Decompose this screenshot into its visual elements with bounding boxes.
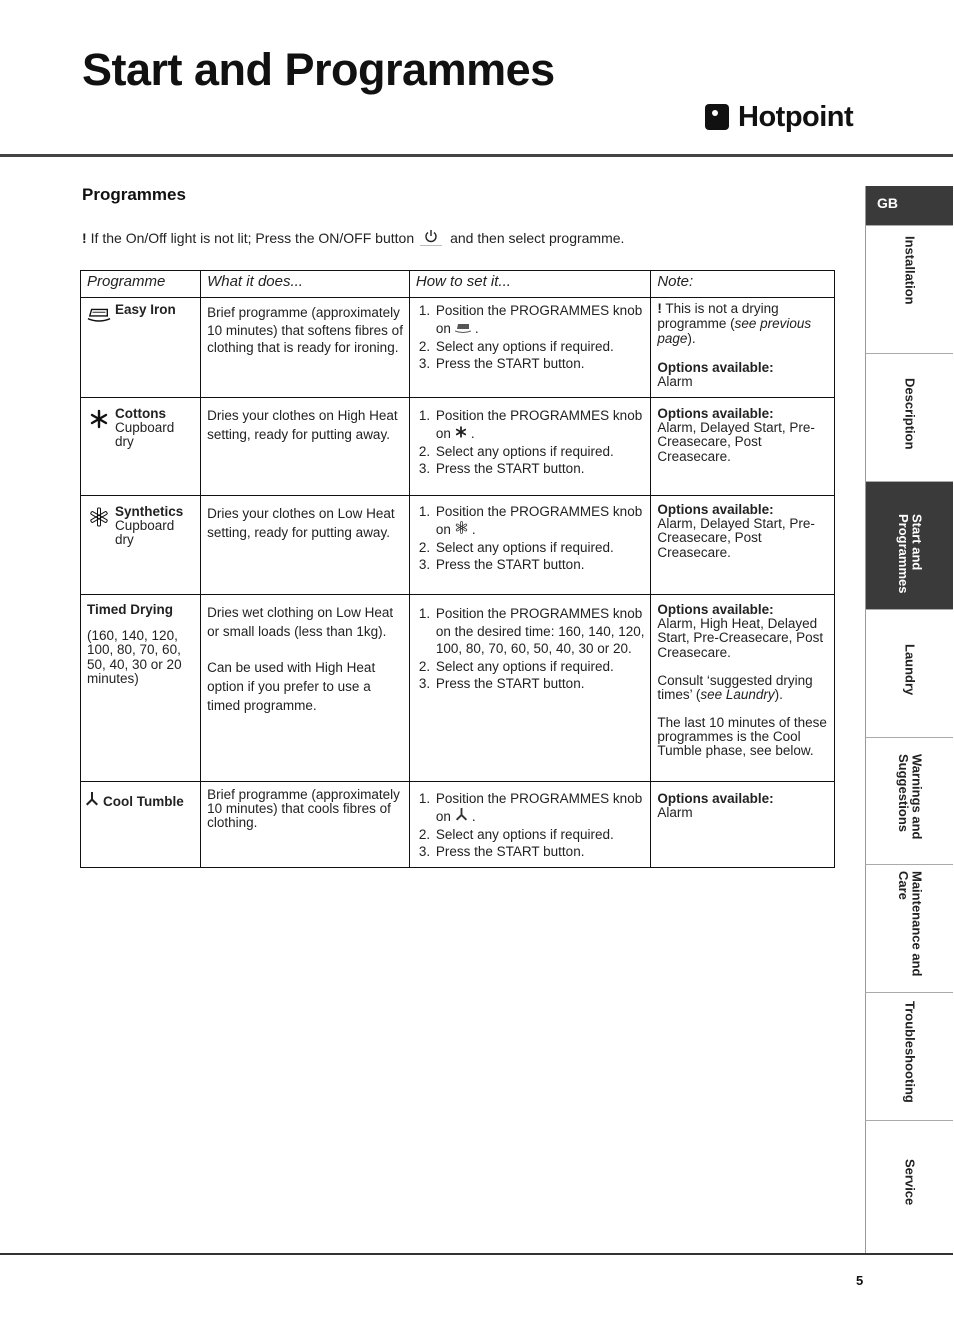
options-title: Options available:: [657, 791, 774, 806]
section-heading: Programmes: [82, 185, 186, 204]
options-title: Options available:: [657, 602, 774, 617]
step-item: 2. Select any options if required.: [434, 826, 646, 844]
note-cell: [651, 496, 835, 595]
programme-cell: [81, 298, 201, 398]
how-cell: [409, 782, 650, 868]
note-cell: [651, 595, 835, 782]
how-cell: [409, 496, 650, 595]
how-cell: [409, 298, 650, 398]
step-item: 1. Position the PROGRAMMES knob on .: [434, 407, 646, 443]
table-header-row: [81, 271, 835, 298]
table-row: [81, 496, 835, 595]
step-item: 1. Position the PROGRAMMES knob on .: [434, 790, 646, 826]
step-item: 3. Press the START button.: [434, 460, 646, 478]
col-header-how: How to set it...: [409, 271, 650, 298]
time-options: (160, 140, 120, 100, 80, 70, 60, 50, 40, 30 or 20 minutes): [87, 628, 182, 686]
fan-icon: [455, 808, 468, 826]
power-icon: [420, 229, 442, 246]
onoff-notice: [82, 229, 624, 246]
programme-cell: [81, 782, 201, 868]
tab-warnings-and-suggestions[interactable]: Warnings and Suggestions: [865, 738, 953, 865]
col-header-programme: Programme: [81, 271, 201, 298]
programme-cell: [81, 496, 201, 595]
page-number: 5: [856, 1273, 864, 1288]
options-title: Options available:: [657, 359, 774, 375]
note-cell: [651, 298, 835, 398]
fan-icon: [85, 792, 99, 811]
programme-name: Timed Drying: [87, 602, 174, 617]
what-text: Dries wet clothing on Low Heat or small loads (less than 1kg).: [207, 605, 394, 639]
high-heat-icon: [455, 425, 467, 443]
consult-note: Consult ‘suggested drying times’ (see Laundry).: [657, 672, 813, 702]
step-item: 2. Select any options if required.: [434, 539, 646, 557]
note-cell: [651, 398, 835, 496]
programme-name: Easy Iron: [115, 302, 176, 317]
tab-service[interactable]: Service: [865, 1121, 953, 1253]
what-cell: [201, 496, 410, 595]
options-title: Options available:: [657, 406, 774, 421]
step-item: 3. Press the START button.: [434, 675, 646, 693]
tab-installation[interactable]: Installation: [865, 226, 953, 354]
what-text: Brief programme (approximately 10 minutes) that softens fibres of clothing that is ready for ironing.: [207, 305, 403, 356]
step-item: 1. Position the PROGRAMMES knob on .: [434, 302, 646, 338]
warning-mark: !: [82, 229, 87, 246]
programme-name: Cool Tumble: [103, 793, 184, 809]
options-list: Alarm, High Heat, Delayed Start, Pre-Creasecare, Post Creasecare.: [657, 616, 824, 660]
step-item: 3. Press the START button.: [434, 355, 646, 373]
programme-subname: Cupboard dry: [115, 518, 175, 548]
step-item: 2. Select any options if required.: [434, 658, 646, 676]
tab-start-and-programmes[interactable]: Start and Programmes: [865, 482, 953, 610]
tab-troubleshooting[interactable]: Troubleshooting: [865, 993, 953, 1121]
tab-laundry[interactable]: Laundry: [865, 610, 953, 738]
high-heat-icon: [87, 407, 111, 429]
what-text: Brief programme (approximately 10 minutes) that cools fibres of clothing.: [207, 787, 400, 831]
tab-gb[interactable]: GB: [865, 186, 953, 226]
what-cell: [201, 398, 410, 496]
how-cell: [409, 595, 650, 782]
iron-icon: [87, 303, 111, 325]
options-list: Alarm, Delayed Start, Pre-Creasecare, Post Creasecare.: [657, 420, 815, 464]
hotpoint-logo-icon: [705, 104, 729, 130]
programme-cell: [81, 595, 201, 782]
header-divider: [0, 154, 953, 157]
tab-description[interactable]: Description: [865, 354, 953, 482]
step-item: 3. Press the START button.: [434, 843, 646, 861]
table-row: [81, 398, 835, 496]
table-row: [81, 782, 835, 868]
what-cell: [201, 595, 410, 782]
footer-divider: [0, 1253, 953, 1255]
low-heat-icon: [87, 505, 111, 527]
iron-icon: [455, 320, 471, 338]
options-title: Options available:: [657, 502, 774, 517]
what-text: Dries your clothes on High Heat setting, ready for putting away.: [207, 408, 398, 442]
options-list: Alarm, Delayed Start, Pre-Creasecare, Post Creasecare.: [657, 516, 815, 560]
col-header-what: What it does...: [201, 271, 410, 298]
tab-maintenance-and-care[interactable]: Maintenance and Care: [865, 865, 953, 993]
table-row: [81, 595, 835, 782]
low-heat-icon: [455, 521, 468, 539]
page-title: Start and Programmes: [82, 44, 555, 95]
how-cell: [409, 398, 650, 496]
what-text-2: Can be used with High Heat option if you prefer to use a timed programme.: [207, 659, 376, 713]
brand-name: Hotpoint: [738, 100, 854, 133]
drying-warning: ! This is not a drying programme (see previous page).: [657, 301, 812, 346]
table-row: [81, 298, 835, 398]
options-list: Alarm: [657, 805, 693, 821]
step-item: 2. Select any options if required.: [434, 443, 646, 461]
what-cell: [201, 298, 410, 398]
options-list: Alarm: [657, 374, 693, 390]
notice-text-before: If the On/Off light is not lit; Press the ON/OFF button: [90, 229, 415, 246]
cool-tumble-note: The last 10 minutes of these programmes is the Cool Tumble phase, see below.: [657, 715, 827, 759]
note-cell: [651, 782, 835, 868]
step-item: 1. Position the PROGRAMMES knob on the desired time: 160, 140, 120, 100, 80, 70, 60, 50, 40, 30 or 20.: [434, 605, 646, 658]
step-item: 2. Select any options if required.: [434, 338, 646, 356]
programme-name: Synthetics: [115, 504, 184, 519]
section-sidebar: [865, 186, 953, 1253]
hotpoint-logo: [705, 100, 853, 134]
step-item: 1. Position the PROGRAMMES knob on .: [434, 503, 646, 539]
programme-cell: [81, 398, 201, 496]
notice-text-after: and then select programme.: [450, 229, 625, 246]
what-text: Dries your clothes on Low Heat setting, ready for putting away.: [207, 506, 395, 540]
programmes-table: [80, 270, 835, 868]
what-cell: [201, 782, 410, 868]
step-item: 3. Press the START button.: [434, 556, 646, 574]
programme-subname: Cupboard dry: [115, 420, 175, 450]
col-header-note: Note:: [651, 271, 835, 298]
programme-name: Cottons: [115, 406, 166, 421]
